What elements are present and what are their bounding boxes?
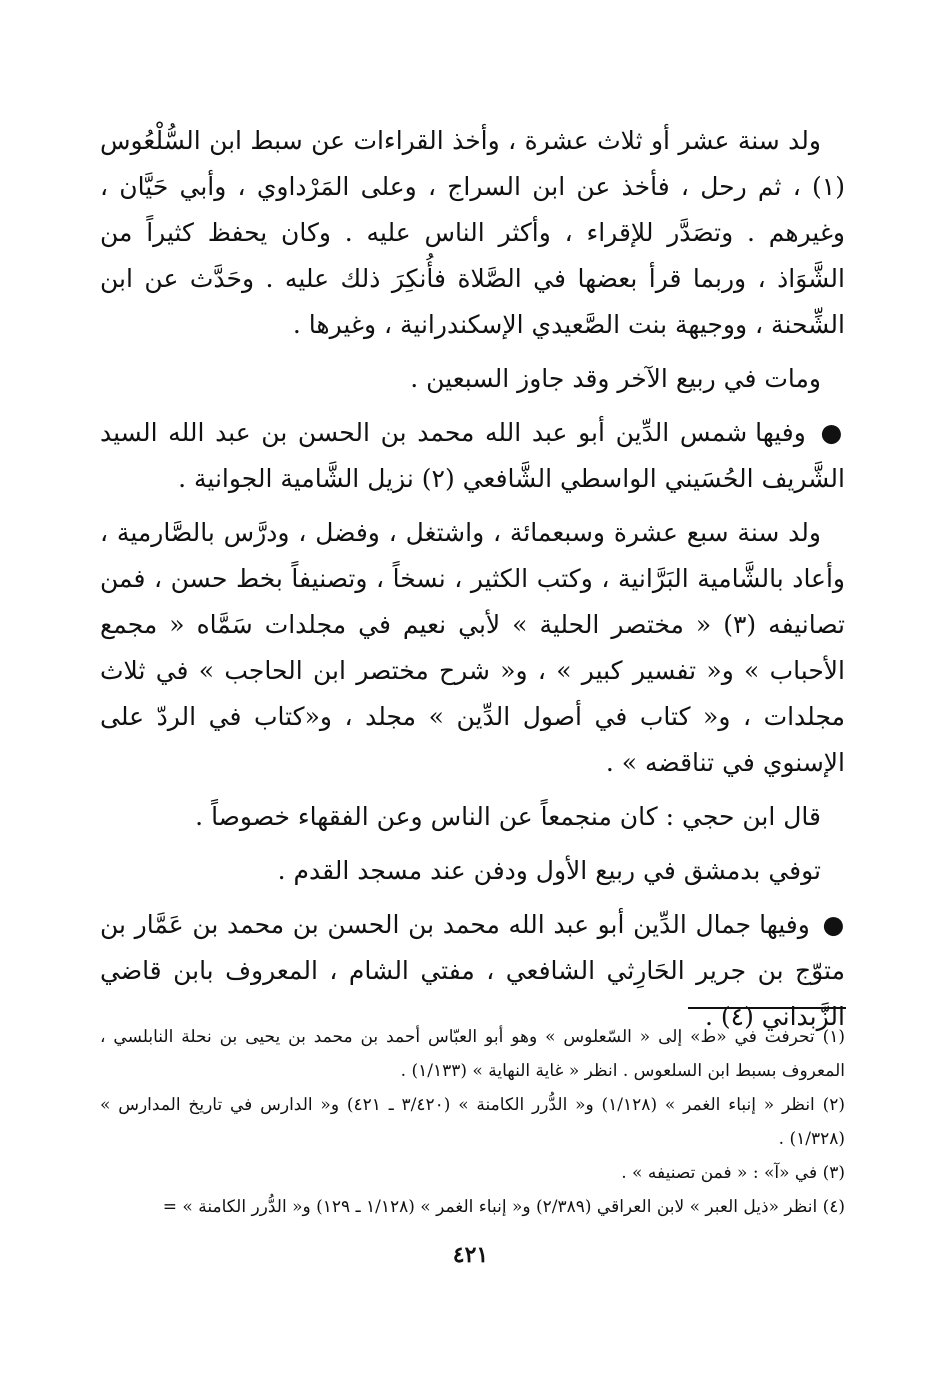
paragraph-1: ولد سنة عشر أو ثلاث عشرة ، وأخذ القراءات عن سبط ابن السُّلْعُوس (١) ، ثم رحل ، فأخذ عن ابن السراج ، وعلى المَرْداوي ، وأبي حَيَّان ، وغيرهم . وتصَدَّر للإقراء ، وأكثر الناس عليه . وكان يحفظ كثيراً من الشَّوَاذ ، وربما قرأ بعضها في الصَّلاة فأُنكِرَ ذلك عليه . وحَدَّث عن ابن الشِّحنة ، ووجيهة بنت الصَّعيدي الإسكندرانية ، وغيرها . bbox=[100, 126, 845, 339]
bullet-icon: ● bbox=[822, 910, 845, 939]
footnote-divider bbox=[688, 1007, 846, 1009]
paragraph-3-text: وفيها شمس الدِّين أبو عبد الله محمد بن الحسن بن عبد الله السيد الشَّريف الحُسَيني الواسطي الشَّافعي (٢) نزيل الشَّامية الجوانية . bbox=[100, 418, 845, 493]
footnotes bbox=[100, 1020, 845, 1224]
footnote-1: (١) تحرفت في «ط» إلى « السّعلوس » وهو أبو العبّاس أحمد بن محمد بن يحيى بن نحلة النابلسي ، المعروف بسبط ابن السلعوس . انظر « غاية النهاية » (١/١٣٣) . bbox=[100, 1027, 845, 1081]
bullet-icon: ● bbox=[820, 418, 845, 447]
footnote-2: (٢) انظر « إنباء الغمر » (١/١٢٨) و« الدُّرر الكامنة » (٣/٤٢٠ ـ ٤٢١) و« الدارس في تاريخ المدارس » (١/٣٢٨) . bbox=[100, 1095, 845, 1149]
main-text bbox=[100, 118, 845, 1048]
paragraph-4: ولد سنة سبع عشرة وسبعمائة ، واشتغل ، وفضل ، ودرَّس بالصَّارمية ، وأعاد بالشَّامية البَرَّانية ، وكتب الكثير ، نسخاً ، وتصنيفاً بخط حسن ، فمن تصانيفه (٣) « مختصر الحلية » لأبي نعيم في مجلدات سَمَّاه « مجمع الأحباب » و« تفسير كبير » ، و« شرح مختصر ابن الحاجب » في ثلاث مجلدات ، و« كتاب في أصول الدِّين » مجلد ، و«كتاب في الردّ على الإسنوي في تناقضه » . bbox=[100, 518, 845, 777]
footnote-3: (٣) في «آ» : « فمن تصنيفه » . bbox=[621, 1163, 845, 1183]
footnote-4: (٤) انظر «ذيل العبر » لابن العراقي (٢/٣٨٩) و« إنباء الغمر » (١/١٢٨ ـ ١٢٩) و« الدُّرر الكامنة » = bbox=[162, 1197, 845, 1217]
paragraph-2: ومات في ربيع الآخر وقد جاوز السبعين . bbox=[410, 364, 821, 393]
paragraph-7-text: وفيها جمال الدِّين أبو عبد الله محمد بن الحسن بن محمد بن عَمَّار بن متوّج بن جرير الحَارِثي الشافعي ، مفتي الشام ، المعروف بابن قاضي الزَّبداني (٤) . bbox=[100, 910, 845, 1031]
paragraph-3 bbox=[100, 410, 845, 502]
paragraph-5: قال ابن حجي : كان منجمعاً عن الناس وعن الفقهاء خصوصاً . bbox=[195, 802, 821, 831]
page-number: ٤٢١ bbox=[452, 1242, 489, 1268]
paragraph-6: توفي بدمشق في ربيع الأول ودفن عند مسجد القدم . bbox=[277, 856, 821, 885]
